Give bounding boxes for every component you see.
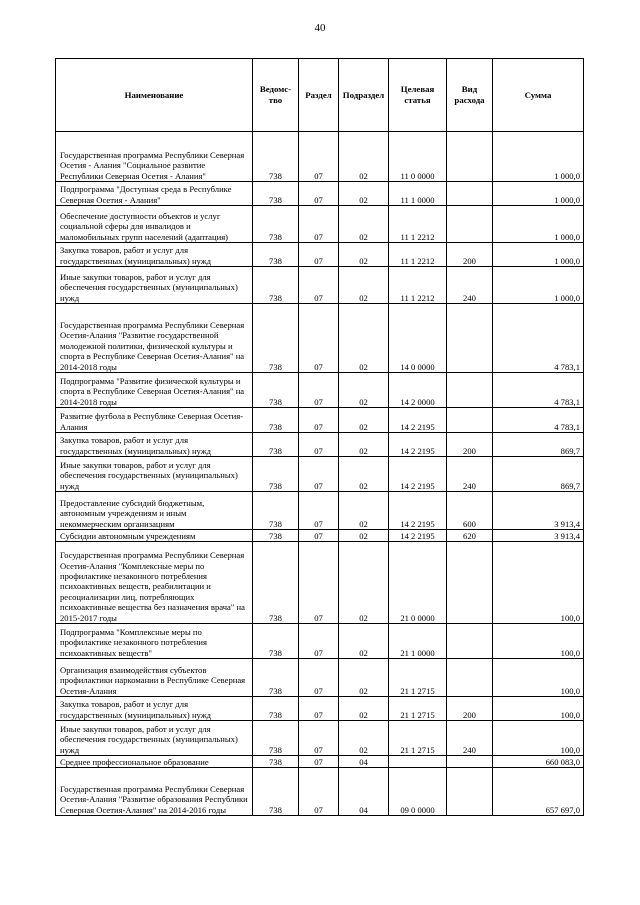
row-subsection: 02 (339, 721, 389, 756)
table-header-row (56, 59, 584, 132)
table-row (56, 206, 584, 243)
row-target: 11 1 2212 (389, 267, 447, 304)
row-dept: 738 (253, 624, 299, 659)
row-name: Иные закупки товаров, работ и услуг для обеспечения государственных (муниципальных) нужд (56, 457, 253, 492)
row-dept: 738 (253, 492, 299, 530)
row-sum: 657 697,0 (493, 768, 584, 816)
row-sum: 660 083,0 (493, 756, 584, 768)
row-section: 07 (299, 433, 339, 457)
row-sum: 4 783,1 (493, 373, 584, 408)
row-section: 07 (299, 457, 339, 492)
row-sum: 100,0 (493, 697, 584, 721)
row-sum: 1 000,0 (493, 182, 584, 206)
row-type (447, 542, 493, 624)
header-sum: Сумма (493, 59, 584, 132)
table-row (56, 659, 584, 697)
row-name: Развитие футбола в Республике Северная Осетия-Алания (56, 408, 253, 433)
row-subsection: 02 (339, 267, 389, 304)
row-sum: 100,0 (493, 542, 584, 624)
table-row (56, 721, 584, 756)
row-name: Иные закупки товаров, работ и услуг для обеспечения государственных (муниципальных) нужд (56, 267, 253, 304)
row-name: Государственная программа Республики Северная Осетия - Алания "Социальное развитие Республики Северная Осетия - Алания" (56, 132, 253, 182)
row-sum: 1 000,0 (493, 206, 584, 243)
row-section: 07 (299, 624, 339, 659)
table-row (56, 624, 584, 659)
row-target: 21 0 0000 (389, 542, 447, 624)
row-subsection: 04 (339, 756, 389, 768)
row-dept: 738 (253, 721, 299, 756)
table-row (56, 433, 584, 457)
row-name: Среднее профессиональное образование (56, 756, 253, 768)
row-sum: 4 783,1 (493, 408, 584, 433)
row-type: 240 (447, 721, 493, 756)
row-subsection: 02 (339, 182, 389, 206)
header-subsection: Подраздел (339, 59, 389, 132)
row-target: 11 1 2212 (389, 243, 447, 267)
row-dept: 738 (253, 206, 299, 243)
table-row (56, 304, 584, 373)
row-section: 07 (299, 132, 339, 182)
row-subsection: 02 (339, 492, 389, 530)
row-subsection: 02 (339, 659, 389, 697)
row-dept: 738 (253, 243, 299, 267)
row-target: 21 1 2715 (389, 697, 447, 721)
row-dept: 738 (253, 408, 299, 433)
row-sum: 869,7 (493, 433, 584, 457)
row-target: 14 2 2195 (389, 530, 447, 542)
row-section: 07 (299, 530, 339, 542)
row-section: 07 (299, 182, 339, 206)
row-name: Организация взаимодействия субъектов профилактики наркомании в Республике Северная Осетия-Алания (56, 659, 253, 697)
row-subsection: 02 (339, 697, 389, 721)
row-type (447, 304, 493, 373)
table-row (56, 756, 584, 768)
row-target: 21 1 0000 (389, 624, 447, 659)
row-subsection: 02 (339, 530, 389, 542)
row-type (447, 132, 493, 182)
table-row (56, 132, 584, 182)
row-dept: 738 (253, 530, 299, 542)
row-type (447, 756, 493, 768)
row-type: 600 (447, 492, 493, 530)
row-section: 07 (299, 304, 339, 373)
row-sum: 4 783,1 (493, 304, 584, 373)
row-target: 14 2 2195 (389, 457, 447, 492)
row-sum: 100,0 (493, 721, 584, 756)
row-type (447, 624, 493, 659)
row-name: Обеспечение доступности объектов и услуг социальной сферы для инвалидов и маломобильных групп населений (адаптация) (56, 206, 253, 243)
row-type: 200 (447, 697, 493, 721)
row-target (389, 756, 447, 768)
table-row (56, 697, 584, 721)
budget-table (55, 58, 584, 816)
row-sum: 1 000,0 (493, 132, 584, 182)
header-dept: Ведомс-тво (253, 59, 299, 132)
row-dept: 738 (253, 433, 299, 457)
row-section: 07 (299, 408, 339, 433)
row-name: Предоставление субсидий бюджетным, автономным учреждениям и иным некоммерческим организациям (56, 492, 253, 530)
table-row (56, 768, 584, 816)
row-section: 07 (299, 267, 339, 304)
row-section: 07 (299, 542, 339, 624)
row-type (447, 373, 493, 408)
row-section: 07 (299, 243, 339, 267)
row-sum: 100,0 (493, 624, 584, 659)
table-row (56, 182, 584, 206)
row-subsection: 04 (339, 768, 389, 816)
row-name: Закупка товаров, работ и услуг для государственных (муниципальных) нужд (56, 433, 253, 457)
row-section: 07 (299, 756, 339, 768)
row-target: 14 2 2195 (389, 492, 447, 530)
row-target: 09 0 0000 (389, 768, 447, 816)
row-dept: 738 (253, 267, 299, 304)
table-row (56, 373, 584, 408)
table-row (56, 530, 584, 542)
row-name: Подпрограмма "Развитие физической культуры и спорта в Республике Северная Осетия-Алания" на 2014-2018 годы (56, 373, 253, 408)
row-subsection: 02 (339, 304, 389, 373)
row-dept: 738 (253, 457, 299, 492)
row-subsection: 02 (339, 373, 389, 408)
row-target: 14 2 2195 (389, 433, 447, 457)
row-name: Закупка товаров, работ и услуг для государственных (муниципальных) нужд (56, 243, 253, 267)
row-target: 14 2 2195 (389, 408, 447, 433)
row-sum: 3 913,4 (493, 530, 584, 542)
table-row (56, 408, 584, 433)
row-name: Иные закупки товаров, работ и услуг для обеспечения государственных (муниципальных) нужд (56, 721, 253, 756)
row-section: 07 (299, 492, 339, 530)
row-target: 11 1 0000 (389, 182, 447, 206)
row-subsection: 02 (339, 542, 389, 624)
header-target: Целевая статья (389, 59, 447, 132)
row-section: 07 (299, 373, 339, 408)
header-type: Вид расхода (447, 59, 493, 132)
row-target: 21 1 2715 (389, 659, 447, 697)
row-type: 200 (447, 243, 493, 267)
row-type: 240 (447, 457, 493, 492)
header-name: Наименование (56, 59, 253, 132)
row-subsection: 02 (339, 243, 389, 267)
row-dept: 738 (253, 768, 299, 816)
row-dept: 738 (253, 756, 299, 768)
row-target: 11 0 0000 (389, 132, 447, 182)
header-section: Раздел (299, 59, 339, 132)
row-subsection: 02 (339, 457, 389, 492)
row-type (447, 768, 493, 816)
row-type: 200 (447, 433, 493, 457)
table-row (56, 542, 584, 624)
row-dept: 738 (253, 373, 299, 408)
row-type (447, 659, 493, 697)
row-sum: 1 000,0 (493, 267, 584, 304)
row-subsection: 02 (339, 408, 389, 433)
row-target: 11 1 2212 (389, 206, 447, 243)
row-subsection: 02 (339, 206, 389, 243)
row-target: 14 0 0000 (389, 304, 447, 373)
row-dept: 738 (253, 697, 299, 721)
row-name: Подпрограмма "Доступная среда в Республике Северная Осетия - Алания" (56, 182, 253, 206)
row-sum: 869,7 (493, 457, 584, 492)
row-section: 07 (299, 697, 339, 721)
row-subsection: 02 (339, 624, 389, 659)
row-sum: 3 913,4 (493, 492, 584, 530)
row-name: Государственная программа Республики Северная Осетия-Алания "Развитие государственной молодежной политики, физической культуры и спорта в Республике Северная Осетия-Алания" на 2014-2018 годы (56, 304, 253, 373)
row-type (447, 408, 493, 433)
page-number: 40 (314, 22, 326, 34)
row-name: Закупка товаров, работ и услуг для государственных (муниципальных) нужд (56, 697, 253, 721)
row-section: 07 (299, 768, 339, 816)
row-dept: 738 (253, 182, 299, 206)
row-target: 21 1 2715 (389, 721, 447, 756)
row-type: 240 (447, 267, 493, 304)
row-sum: 100,0 (493, 659, 584, 697)
row-type (447, 206, 493, 243)
row-type: 620 (447, 530, 493, 542)
table-row (56, 457, 584, 492)
table-row (56, 492, 584, 530)
row-section: 07 (299, 721, 339, 756)
row-name: Государственная программа Республики Северная Осетия-Алания "Развитие образования Республики Северная Осетия-Алания" на 2014-2016 годы (56, 768, 253, 816)
table-row (56, 267, 584, 304)
table-row (56, 243, 584, 267)
row-subsection: 02 (339, 433, 389, 457)
row-section: 07 (299, 206, 339, 243)
row-type (447, 182, 493, 206)
row-subsection: 02 (339, 132, 389, 182)
row-name: Подпрограмма "Комплексные меры по профилактике незаконного потребления психоактивных веществ" (56, 624, 253, 659)
row-dept: 738 (253, 304, 299, 373)
row-target: 14 2 0000 (389, 373, 447, 408)
row-dept: 738 (253, 542, 299, 624)
row-section: 07 (299, 659, 339, 697)
row-dept: 738 (253, 132, 299, 182)
row-dept: 738 (253, 659, 299, 697)
row-name: Государственная программа Республики Северная Осетия-Алания "Комплексные меры по профилактике незаконного потребления психоактивных веществ, реабилитации и ресоциализации лиц, потребляющих психоактивные вещества без назначения врача" на 2015-2017 годы (56, 542, 253, 624)
row-sum: 1 000,0 (493, 243, 584, 267)
row-name: Субсидии автономным учреждениям (56, 530, 253, 542)
